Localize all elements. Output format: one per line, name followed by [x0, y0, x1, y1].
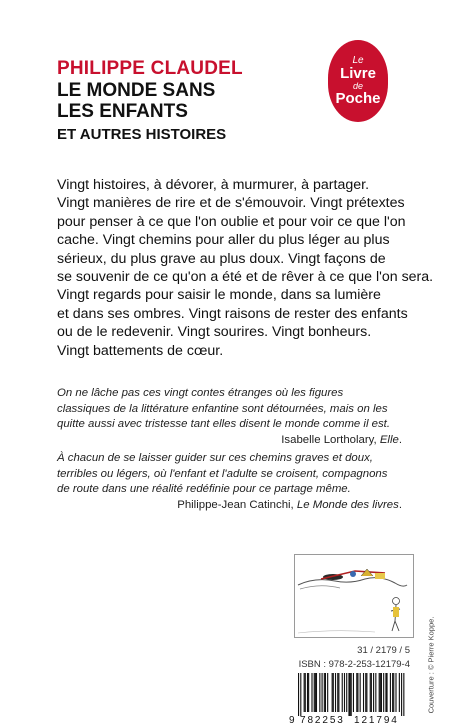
barcode-bar — [351, 673, 352, 716]
barcode-bar — [298, 673, 299, 716]
barcode-bar — [338, 673, 339, 712]
blurb-line: sérieux, du plus grave au plus doux. Vingt façons de — [57, 250, 386, 267]
barcode-bar — [401, 673, 402, 716]
barcode-bar — [335, 673, 336, 712]
quote-line: À chacun de se laisser guider sur ces chemins graves et doux, — [57, 452, 373, 464]
barcode-bar — [383, 673, 384, 712]
barcode-bar — [399, 673, 400, 712]
barcode-bar — [315, 673, 316, 712]
cover-illustration-thumbnail — [294, 554, 414, 638]
barcode-bar — [381, 673, 382, 712]
quote-source-name: Philippe-Jean Catinchi, — [177, 498, 297, 511]
illustration-drawing — [295, 555, 413, 637]
barcode-bar — [322, 673, 323, 712]
quote-source-name: Isabelle Lortholary, — [281, 433, 380, 446]
barcode-bar — [370, 673, 371, 712]
quote-source-end: . — [398, 498, 402, 511]
quote-source-publication: Le Monde des livres — [296, 498, 399, 511]
barcode-bar — [305, 673, 306, 712]
cover-credit — [424, 605, 438, 725]
quote-line: quitte aussi avec tristesse tant elles disent le monde comme il est. — [57, 418, 391, 430]
book-title — [57, 80, 215, 122]
barcode-bars — [298, 673, 404, 716]
logo-text-de: de — [352, 81, 363, 91]
barcode-bar — [360, 673, 361, 712]
back-cover-blurb — [57, 176, 434, 360]
blurb-line: se souvenir de ce qu'on a été et de rêver à ce que l'on sera. — [57, 269, 434, 286]
book-subtitle: ET AUTRES HISTOIRES — [57, 126, 227, 143]
quote-line: terribles ou légers, où l'enfant et l'adulte se croisent, compagnons — [57, 467, 388, 480]
barcode-bar — [356, 673, 357, 712]
barcode-bar — [332, 673, 333, 712]
quote-source-end: . — [398, 433, 402, 446]
barcode-digits-right: 121794 — [354, 715, 399, 725]
press-quote-2 — [57, 451, 402, 513]
blurb-line: pour penser à ce que l'on oublie et pour voir ce que l'on — [57, 213, 406, 230]
barcode-bar — [327, 673, 328, 712]
quote-source — [57, 433, 402, 449]
barcode-bar — [304, 673, 305, 712]
barcode — [288, 673, 410, 725]
blurb-line: cache. Vingt chemins pour aller du plus léger au plus — [57, 232, 390, 249]
quote-line: On ne lâche pas ces vingt contes étranges où les figures — [57, 387, 344, 399]
barcode-bar — [353, 673, 354, 712]
barcode-bar — [385, 673, 386, 712]
barcode-digits-left: 782253 — [300, 715, 345, 725]
barcode-bar — [337, 673, 338, 712]
barcode-bar — [325, 673, 326, 712]
title-line-1: LE MONDE SANS — [57, 80, 216, 101]
barcode-bar — [307, 673, 308, 712]
barcode-bar — [314, 673, 315, 712]
barcode-bar — [375, 673, 376, 712]
barcode-bar — [371, 673, 372, 712]
blurb-line: et dans ses ombres. Vingt raisons de rester des enfants — [57, 305, 408, 322]
quote-line: classiques de la littérature enfantine sont détournées, mais on les — [57, 402, 388, 415]
title-line-2: LES ENFANTS — [57, 101, 188, 122]
blurb-line: Vingt histoires, à dévorer, à murmurer, à partager. — [57, 177, 370, 193]
barcode-bar — [316, 673, 317, 712]
logo-text-livre: Livre — [340, 65, 376, 82]
barcode-bar — [403, 673, 404, 716]
publisher-logo — [328, 40, 388, 122]
barcode-bar — [300, 673, 301, 716]
quote-source-publication: Elle — [379, 433, 399, 446]
barcode-bar — [308, 673, 309, 712]
barcode-digit-first: 9 — [289, 715, 295, 725]
barcode-bar — [344, 673, 345, 712]
blurb-line: Vingt manières de rire et de s'émouvoir. Vingt prétextes — [57, 195, 405, 212]
author-name: PHILIPPE CLAUDEL — [57, 58, 243, 79]
blurb-line: Vingt battements de cœur. — [57, 342, 224, 359]
barcode-bar — [390, 673, 391, 712]
catalog-code: 31 / 2179 / 5 — [357, 645, 410, 656]
barcode-bar — [393, 673, 394, 712]
press-quote-1 — [57, 386, 402, 448]
blurb-line: ou de le redevenir. Vingt sourires. Vingt bonheurs. — [57, 324, 372, 341]
barcode-bar — [395, 673, 396, 712]
barcode-bar — [357, 673, 358, 712]
quote-source — [57, 498, 402, 514]
barcode-bar — [363, 673, 364, 712]
barcode-bar — [324, 673, 325, 712]
isbn-number: ISBN : 978-2-253-12179-4 — [298, 659, 410, 670]
barcode-bar — [311, 673, 312, 712]
barcode-bar — [346, 673, 347, 712]
barcode-bar — [379, 673, 380, 712]
barcode-bar — [348, 673, 349, 716]
barcode-bar — [342, 673, 343, 712]
barcode-bar — [366, 673, 367, 712]
logo-text-le: Le — [352, 55, 364, 66]
barcode-bar — [392, 673, 393, 712]
barcode-bar — [319, 673, 320, 712]
logo-text-poche: Poche — [335, 90, 381, 107]
barcode-bar — [333, 673, 334, 712]
barcode-bar — [386, 673, 387, 712]
barcode-bar — [350, 673, 351, 716]
barcode-bar — [365, 673, 366, 712]
barcode-bar — [380, 673, 381, 712]
quote-line: de route dans une réalité redéfinie pour ce partage même. — [57, 483, 351, 495]
barcode-bar — [373, 673, 374, 712]
blurb-line: Vingt regards pour saisir le monde, dans sa lumière — [57, 287, 381, 304]
cover-credit-text: Couverture : © Pierre Koppe. — [426, 616, 436, 714]
